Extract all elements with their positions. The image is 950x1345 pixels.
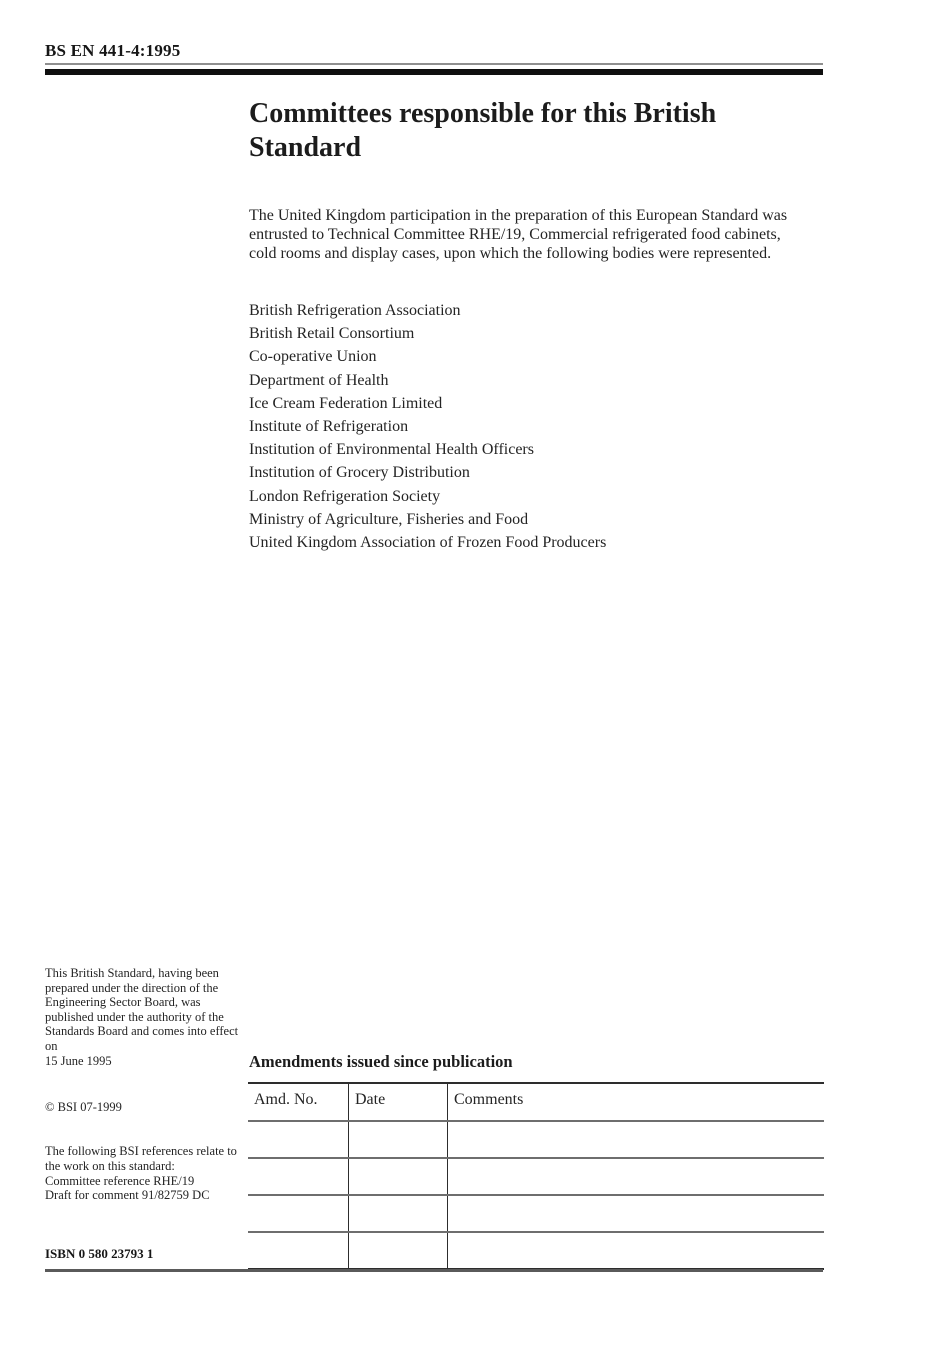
amendment-cell xyxy=(349,1195,448,1232)
footer-rule xyxy=(45,1269,823,1272)
amendment-cell xyxy=(349,1121,448,1158)
isbn: ISBN 0 580 23793 1 xyxy=(45,1246,154,1261)
copyright-notice: © BSI 07-1999 xyxy=(45,1100,122,1114)
represented-bodies-list xyxy=(249,299,809,554)
draft-reference: Draft for comment 91/82759 DC xyxy=(45,1188,210,1203)
column-header-date: Date xyxy=(349,1083,448,1121)
amendment-cell xyxy=(448,1121,825,1158)
amendments-empty-row xyxy=(248,1232,824,1269)
publication-note-block xyxy=(45,966,247,1068)
amendment-cell xyxy=(448,1158,825,1195)
list-item: London Refrigeration Society xyxy=(249,487,441,505)
amendment-cell xyxy=(448,1195,825,1232)
list-item: Department of Health xyxy=(249,371,389,389)
amendment-cell xyxy=(248,1195,349,1232)
list-item: Institute of Refrigeration xyxy=(249,418,409,436)
amendment-cell xyxy=(349,1158,448,1195)
amendment-cell xyxy=(448,1232,825,1269)
committee-reference: Committee reference RHE/19 xyxy=(45,1173,195,1188)
header-thick-rule xyxy=(45,69,823,75)
amendment-cell xyxy=(248,1121,349,1158)
amendments-heading: Amendments issued since publication xyxy=(249,1052,513,1071)
amendments-header-row xyxy=(248,1083,824,1121)
list-item: Ministry of Agriculture, Fisheries and Food xyxy=(249,510,529,528)
intro-paragraph: The United Kingdom participation in the preparation of this European Standard was entrusted to Technical Committee RHE/19, Commercial refrigerated food cabinets, cold rooms and display cases, upon which the following bodies were represented. xyxy=(249,207,788,262)
list-item: British Refrigeration Association xyxy=(249,302,461,319)
amendment-cell xyxy=(248,1158,349,1195)
amendments-empty-row xyxy=(248,1195,824,1232)
column-header-amd-no: Amd. No. xyxy=(248,1083,349,1121)
column-header-comments: Comments xyxy=(448,1083,825,1121)
list-item: United Kingdom Association of Frozen Food Producers xyxy=(249,534,607,552)
standard-reference: BS EN 441-4:1995 xyxy=(45,41,181,60)
header-thin-rule xyxy=(45,63,823,65)
amendments-empty-row xyxy=(248,1121,824,1158)
amendment-cell xyxy=(248,1232,349,1269)
bsi-references-block xyxy=(45,1144,253,1203)
page-title: Committees responsible for this British Standard xyxy=(249,98,717,163)
amendments-empty-row xyxy=(248,1158,824,1195)
list-item: Institution of Environmental Health Officers xyxy=(249,441,534,459)
publication-note: This British Standard, having been prepared under the direction of the Engineering Sector Board, was published under the authority of the Standards Board and comes into effect on xyxy=(45,966,239,1053)
list-item: British Retail Consortium xyxy=(249,325,415,343)
amendments-table xyxy=(248,1082,824,1270)
effective-date: 15 June 1995 xyxy=(45,1053,112,1068)
references-note: The following BSI references relate to the work on this standard: xyxy=(45,1144,237,1173)
list-item: Institution of Grocery Distribution xyxy=(249,464,470,482)
amendment-cell xyxy=(349,1232,448,1269)
list-item: Co-operative Union xyxy=(249,348,377,366)
list-item: Ice Cream Federation Limited xyxy=(249,394,443,412)
